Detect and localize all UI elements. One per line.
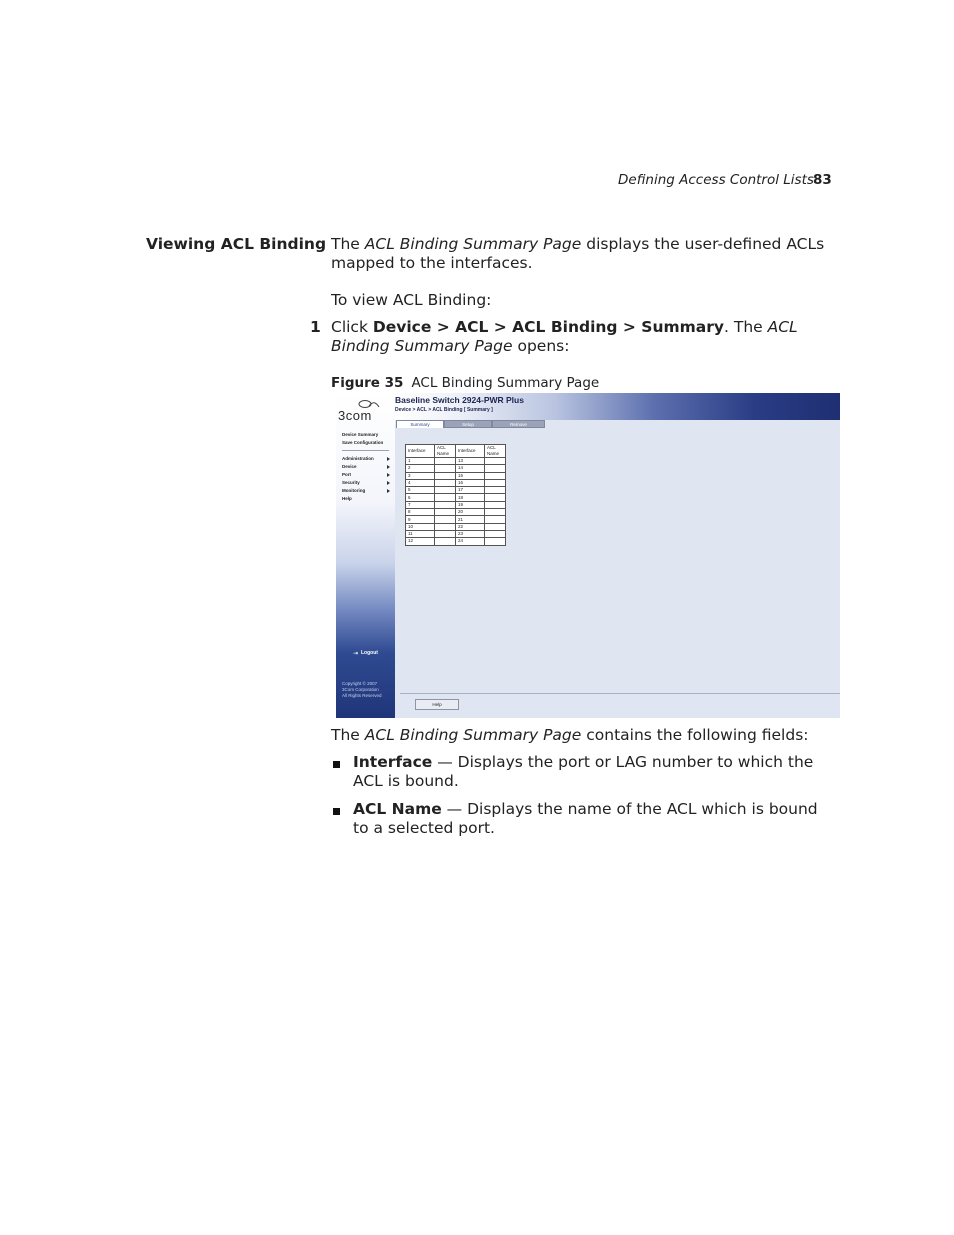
content-divider — [400, 693, 840, 694]
copyright-line: All Rights Reserved — [342, 693, 382, 698]
intro-paragraph — [331, 235, 841, 273]
tab-remove[interactable]: Remove — [492, 420, 545, 428]
save-configuration-link[interactable]: Save Configuration — [342, 440, 384, 445]
table-row — [406, 509, 506, 516]
table-row — [406, 494, 506, 501]
col-acl-name: ACL Name — [485, 445, 506, 458]
copyright-line: 3Com Corporation — [342, 687, 379, 692]
bullet-term: Interface — [353, 753, 433, 771]
acl-name-cell — [435, 465, 456, 472]
acl-name-cell — [485, 538, 506, 545]
step-pre: Click — [331, 318, 373, 336]
step-menu-path: Device > ACL > ACL Binding > Summary — [372, 318, 725, 336]
interface-cell: 18 — [456, 494, 485, 501]
acl-name-cell — [485, 516, 506, 523]
table-row — [406, 538, 506, 545]
acl-name-cell — [485, 494, 506, 501]
sidebar-divider — [342, 450, 389, 451]
screenshot-figure — [336, 393, 840, 718]
interface-cell: 10 — [406, 523, 435, 530]
fields-intro — [331, 726, 841, 745]
logo-text: 3com — [338, 408, 372, 423]
bullet-desc: — Displays the name of the ACL which is bound to a selected port. — [353, 800, 818, 837]
acl-name-cell — [435, 494, 456, 501]
table-row — [406, 458, 506, 465]
breadcrumb: Device > ACL > ACL Binding [ Summary ] — [395, 407, 493, 413]
bullet-icon — [333, 761, 340, 768]
step-number: 1 — [310, 318, 321, 336]
col-acl-name: ACL Name — [435, 445, 456, 458]
step-post: opens: — [512, 337, 570, 355]
help-button[interactable]: Help — [415, 699, 459, 710]
section-heading: Viewing ACL Binding — [146, 235, 327, 253]
bullet-item — [353, 753, 833, 791]
acl-name-cell — [435, 530, 456, 537]
chevron-right-icon — [387, 473, 390, 477]
shot-banner — [395, 393, 840, 420]
running-header-title: Defining Access Control Lists — [618, 172, 814, 188]
chevron-right-icon — [387, 481, 390, 485]
table-row — [406, 479, 506, 486]
acl-name-cell — [485, 472, 506, 479]
table-header-row — [406, 445, 506, 458]
fields-intro-post: contains the following fields: — [581, 726, 809, 744]
fields-intro-pre: The — [331, 726, 365, 744]
figure-caption-text: ACL Binding Summary Page — [411, 375, 600, 391]
chevron-right-icon — [387, 465, 390, 469]
acl-name-cell — [435, 523, 456, 530]
menu-port[interactable]: Port — [342, 472, 351, 477]
acl-name-cell — [435, 472, 456, 479]
intro-em: ACL Binding Summary Page — [364, 235, 582, 253]
acl-name-cell — [485, 465, 506, 472]
fields-intro-em: ACL Binding Summary Page — [364, 726, 582, 744]
interface-cell: 22 — [456, 523, 485, 530]
table-row — [406, 487, 506, 494]
figure-label: Figure 35 — [331, 375, 404, 391]
intro-post: displays the user-defined ACLs mapped to the interfaces. — [331, 235, 825, 272]
table-row — [406, 530, 506, 537]
to-view-text: To view ACL Binding: — [331, 291, 492, 309]
acl-name-cell — [485, 530, 506, 537]
interface-cell: 16 — [456, 479, 485, 486]
product-title: Baseline Switch 2924-PWR Plus — [395, 395, 524, 405]
acl-name-cell — [435, 458, 456, 465]
interface-cell: 24 — [456, 538, 485, 545]
copyright-line: Copyright © 2007 — [342, 681, 378, 686]
acl-name-cell — [435, 516, 456, 523]
interface-cell: 8 — [406, 509, 435, 516]
interface-cell: 21 — [456, 516, 485, 523]
logout-link[interactable]: Logout — [361, 650, 378, 656]
acl-name-cell — [435, 509, 456, 516]
acl-binding-table — [405, 444, 506, 546]
acl-name-cell — [485, 479, 506, 486]
interface-cell: 11 — [406, 530, 435, 537]
tab-summary[interactable]: Summary — [396, 420, 444, 428]
interface-cell: 9 — [406, 516, 435, 523]
step-mid: . The — [724, 318, 768, 336]
tab-setup[interactable]: Setup — [444, 420, 492, 428]
bullet-item — [353, 800, 833, 838]
interface-cell: 5 — [406, 487, 435, 494]
table-row — [406, 501, 506, 508]
interface-cell: 23 — [456, 530, 485, 537]
acl-name-cell — [435, 501, 456, 508]
shot-sidebar — [336, 393, 395, 718]
intro-pre: The — [331, 235, 365, 253]
acl-name-cell — [485, 509, 506, 516]
table-body — [406, 458, 506, 546]
interface-cell: 3 — [406, 472, 435, 479]
logout-icon[interactable]: ⇥ — [353, 651, 359, 657]
table-row — [406, 472, 506, 479]
chevron-right-icon — [387, 489, 390, 493]
acl-name-cell — [435, 479, 456, 486]
page-number: 83 — [813, 172, 832, 188]
interface-cell: 13 — [456, 458, 485, 465]
step-text — [331, 318, 811, 356]
interface-cell: 15 — [456, 472, 485, 479]
acl-name-cell — [485, 501, 506, 508]
col-interface: Interface — [456, 445, 485, 458]
interface-cell: 12 — [406, 538, 435, 545]
acl-name-cell — [485, 487, 506, 494]
interface-cell: 4 — [406, 479, 435, 486]
menu-help[interactable]: Help — [342, 496, 352, 501]
device-summary-link[interactable]: Device Summary — [342, 432, 379, 437]
acl-name-cell — [485, 458, 506, 465]
menu-device[interactable]: Device — [342, 464, 357, 469]
interface-cell: 17 — [456, 487, 485, 494]
acl-name-cell — [435, 538, 456, 545]
bullet-icon — [333, 808, 340, 815]
interface-cell: 2 — [406, 465, 435, 472]
interface-cell: 7 — [406, 501, 435, 508]
interface-cell: 14 — [456, 465, 485, 472]
chevron-right-icon — [387, 457, 390, 461]
interface-cell: 19 — [456, 501, 485, 508]
bullet-desc: — Displays the port or LAG number to which the ACL is bound. — [353, 753, 814, 790]
interface-cell: 20 — [456, 509, 485, 516]
interface-cell: 6 — [406, 494, 435, 501]
menu-security[interactable]: Security — [342, 480, 360, 485]
bullet-term: ACL Name — [353, 800, 442, 818]
interface-cell: 1 — [406, 458, 435, 465]
col-interface: Interface — [406, 445, 435, 458]
figure-caption — [331, 375, 599, 391]
menu-monitoring[interactable]: Monitoring — [342, 488, 366, 493]
table-row — [406, 516, 506, 523]
acl-name-cell — [485, 523, 506, 530]
menu-administration[interactable]: Administration — [342, 456, 374, 461]
table-row — [406, 523, 506, 530]
table-row — [406, 465, 506, 472]
step-em: ACL Binding Summary Page — [331, 318, 798, 355]
acl-name-cell — [435, 487, 456, 494]
